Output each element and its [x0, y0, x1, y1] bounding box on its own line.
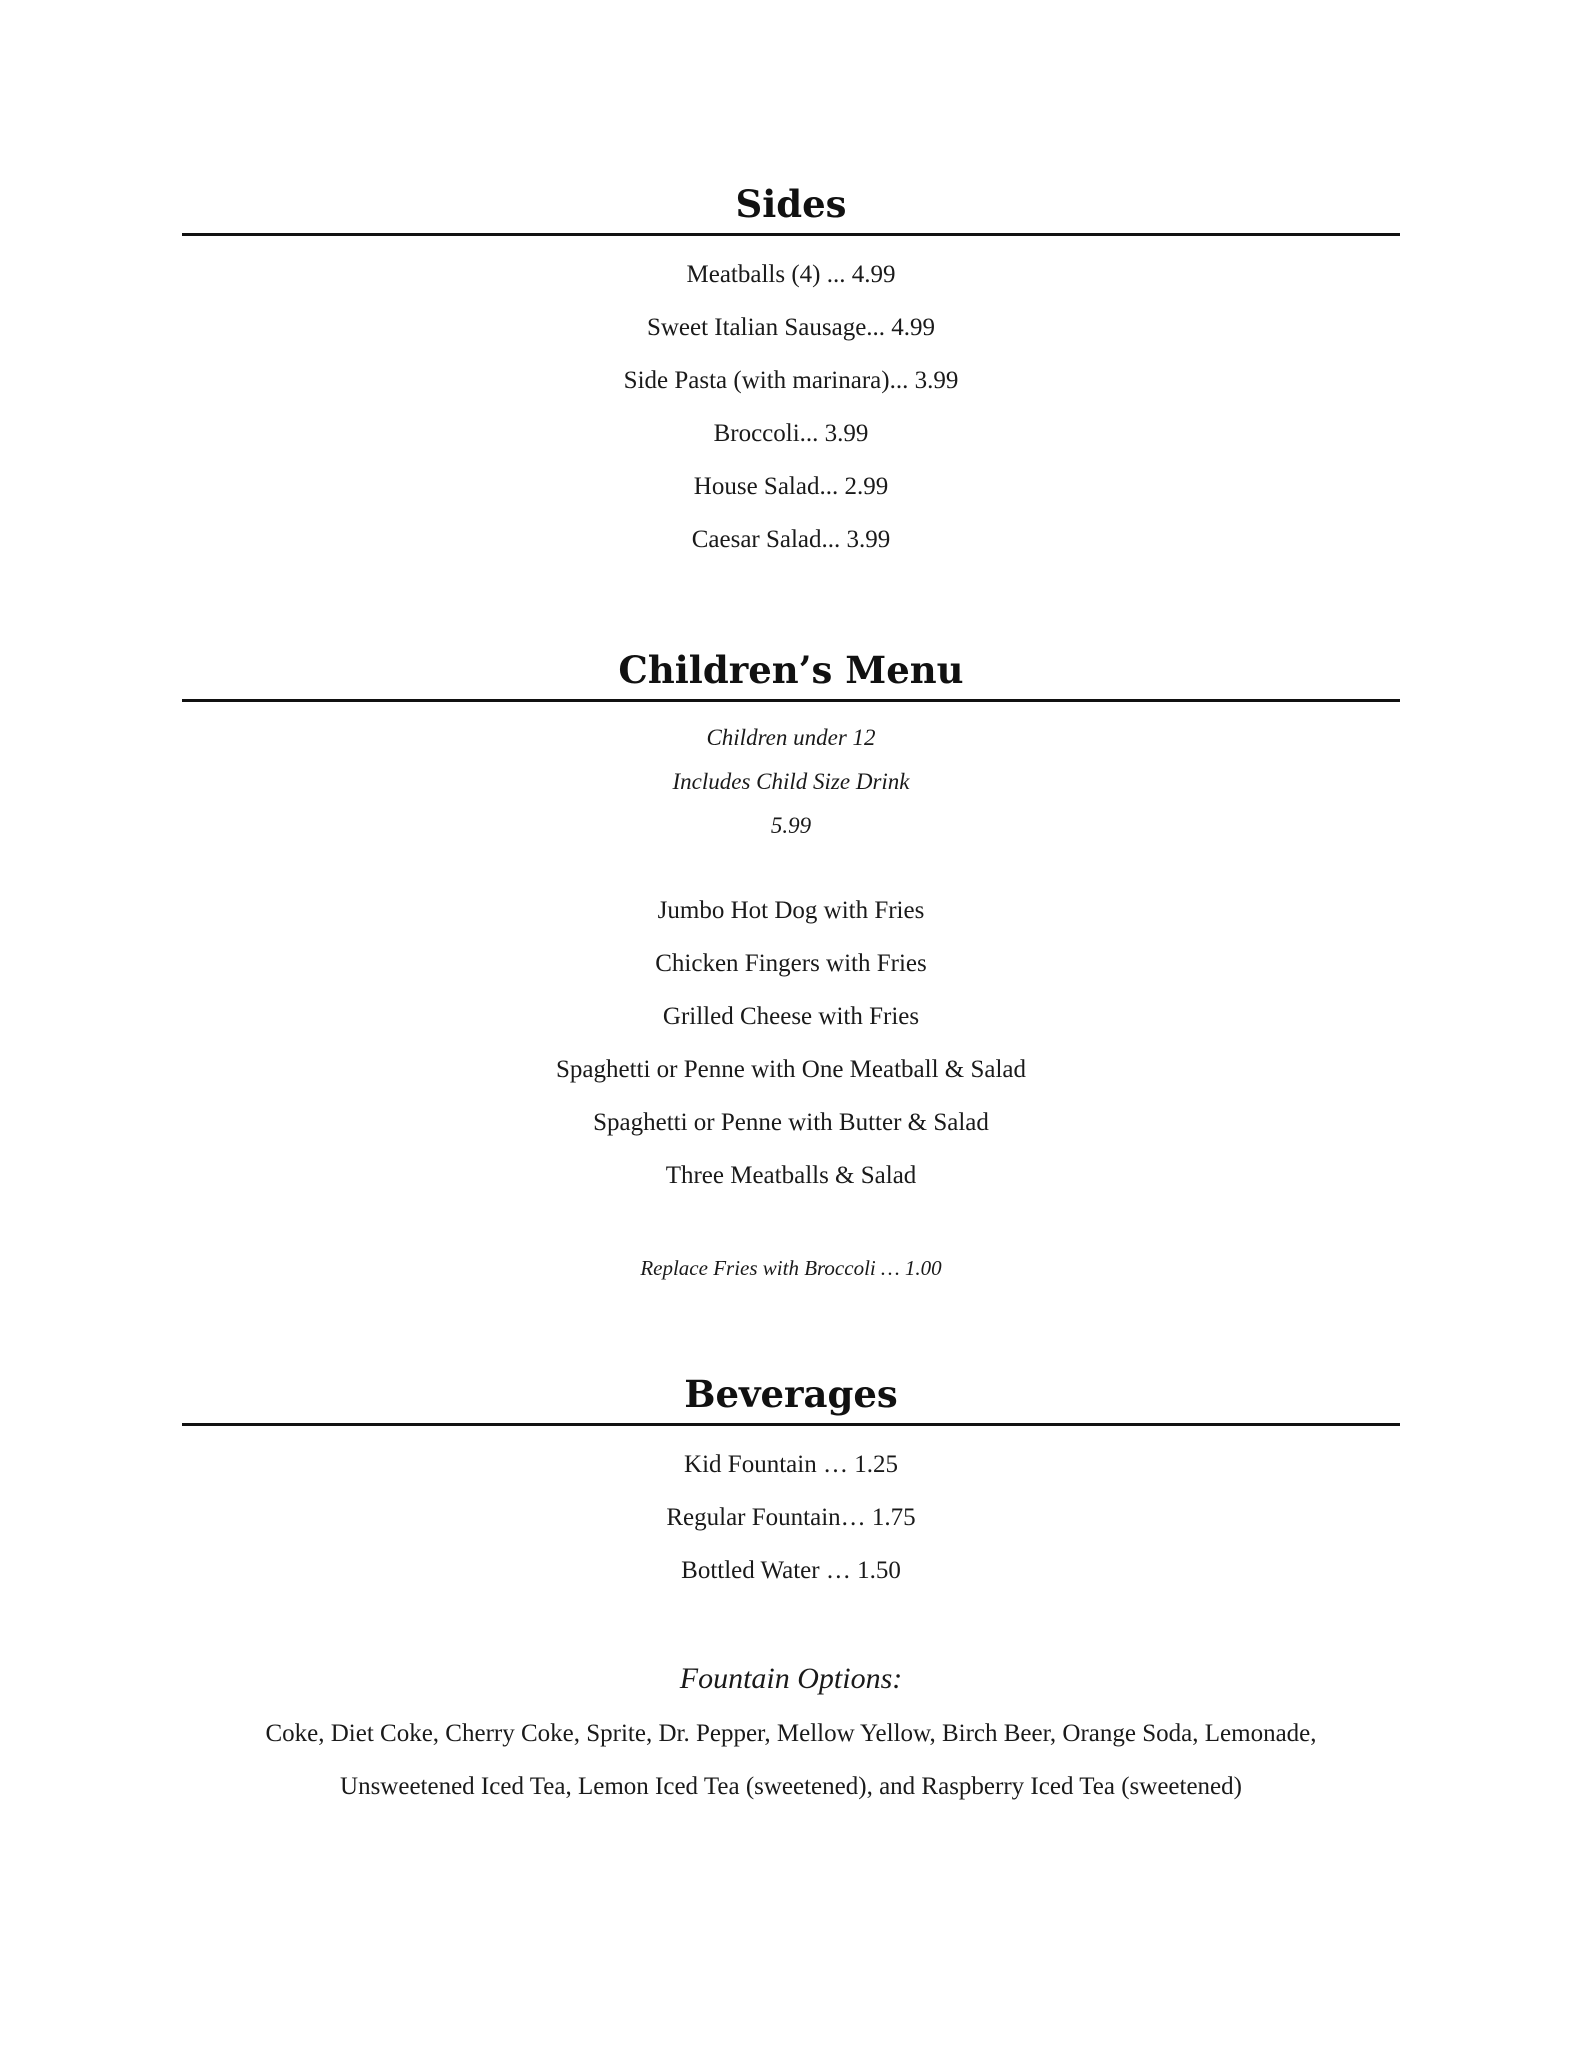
section-divider — [182, 233, 1400, 236]
menu-item: Grilled Cheese with Fries — [662, 1003, 920, 1030]
menu-item: Caesar Salad... 3.99 — [691, 526, 891, 553]
section-title-beverages: Beverages — [684, 1372, 898, 1416]
fountain-options-line: Unsweetened Iced Tea, Lemon Iced Tea (sweetened), and Raspberry Iced Tea (sweetened) — [340, 1773, 1242, 1800]
beverages-list — [182, 1438, 1400, 1597]
sides-section — [182, 181, 1400, 566]
section-divider — [182, 699, 1400, 702]
menu-item: Three Meatballs & Salad — [665, 1162, 917, 1189]
menu-footnote: Replace Fries with Broccoli … 1.00 — [640, 1256, 942, 1280]
section-divider — [182, 1423, 1400, 1426]
menu-item: Jumbo Hot Dog with Fries — [657, 897, 925, 924]
menu-item: Spaghetti or Penne with Butter & Salad — [593, 1109, 989, 1136]
fountain-options-list — [182, 1707, 1400, 1813]
menu-item: Side Pasta (with marinara)... 3.99 — [623, 367, 959, 394]
section-title-childrens-menu: Children’s Menu — [618, 648, 964, 692]
menu-item: Kid Fountain … 1.25 — [684, 1451, 898, 1478]
menu-item: Sweet Italian Sausage... 4.99 — [646, 314, 936, 341]
menu-item: Spaghetti or Penne with One Meatball & Salad — [555, 1056, 1027, 1083]
childrens-menu-list — [182, 884, 1400, 1202]
menu-note: Children under 12 — [706, 725, 876, 750]
menu-note: Includes Child Size Drink — [672, 769, 910, 794]
sides-list — [182, 248, 1400, 566]
childrens-menu-notes — [182, 716, 1400, 848]
fountain-options-title: Fountain Options: — [679, 1662, 903, 1695]
fountain-options-line: Coke, Diet Coke, Cherry Coke, Sprite, Dr. Pepper, Mellow Yellow, Birch Beer, Orange Soda, Lemonade, — [265, 1720, 1317, 1747]
menu-item: House Salad... 2.99 — [693, 473, 889, 500]
price-note: 5.99 — [770, 813, 812, 838]
menu-item: Broccoli... 3.99 — [713, 420, 869, 447]
menu-item: Meatballs (4) ... 4.99 — [686, 261, 896, 288]
menu-item: Chicken Fingers with Fries — [655, 950, 927, 977]
beverages-section — [182, 1371, 1400, 1813]
menu-item: Bottled Water … 1.50 — [681, 1557, 901, 1584]
childrens-menu-section — [182, 647, 1400, 1283]
menu-item: Regular Fountain… 1.75 — [666, 1504, 916, 1531]
section-title-sides: Sides — [735, 182, 847, 226]
